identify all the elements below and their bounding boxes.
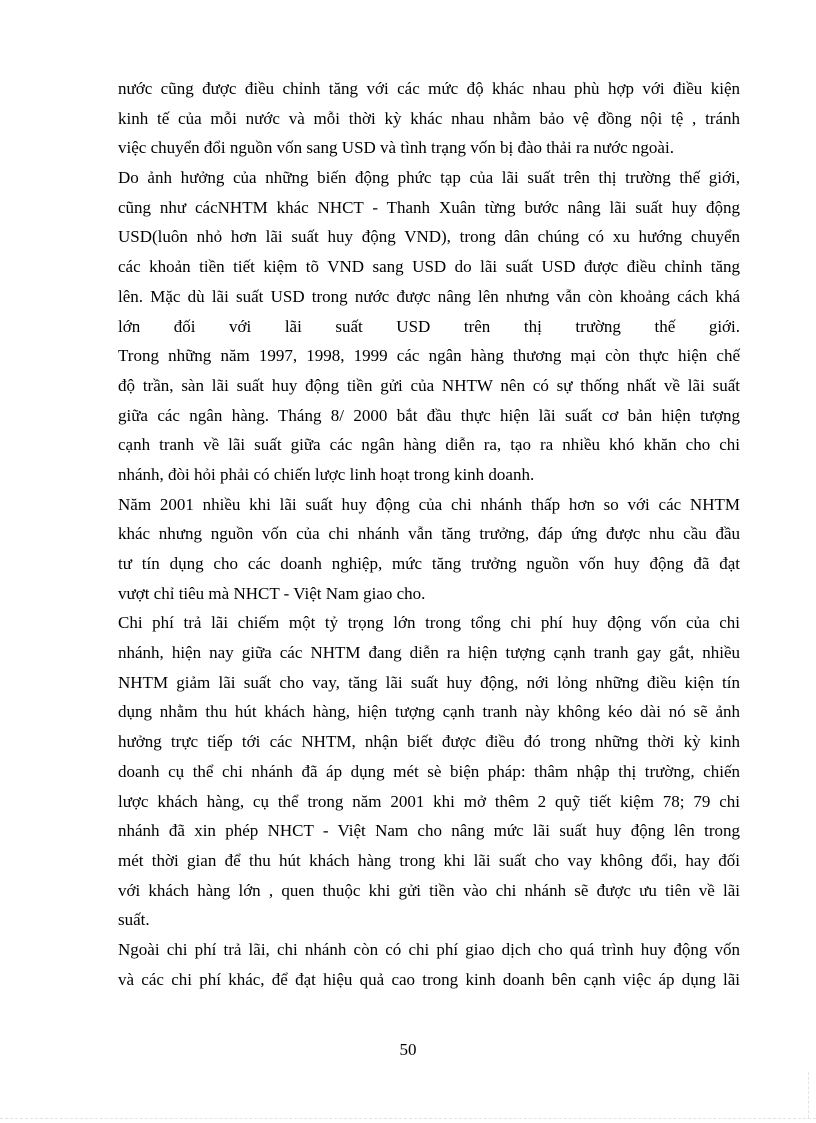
- text-line: USD(luôn nhỏ hơn lãi suất huy động VND), trong dân chúng có xu hướng chuyển: [118, 227, 740, 247]
- page-number: 50: [399, 1040, 417, 1059]
- text-line: với khách hàng lớn , quen thuộc khi gửi tiền vào chi nhánh sẽ được ưu tiên về lãi: [118, 880, 740, 900]
- text-line: độ trần, sàn lãi suất huy động tiền gửi của NHTW nên có sự thống nhất về lãi suất: [118, 375, 740, 395]
- text-line: nhánh, hiện nay giữa các NHTM đang diễn ra hiện tượng cạnh tranh gay gắt, nhiều: [118, 643, 740, 663]
- text-line: Chi phí trả lãi chiếm một tỷ trọng lớn trong tổng chi phí huy động vốn của chi: [118, 613, 740, 633]
- text-line: nhánh, đòi hỏi phải có chiến lược linh hoạt trong kinh doanh.: [118, 464, 535, 484]
- text-line: nhánh đã xin phép NHCT - Việt Nam cho nâng mức lãi suất huy động lên trong: [118, 821, 740, 841]
- text-line: nước cũng được điều chỉnh tăng với các mức độ khác nhau phù hợp với điều kiện: [118, 79, 740, 98]
- text-line: mét thời gian để thu hút khách hàng trong khi lãi suất cho vay không đổi, hay đối: [118, 850, 740, 870]
- text-line: Trong những năm 1997, 1998, 1999 các ngân hàng thương mại còn thực hiện chế: [118, 346, 740, 366]
- text-line: vượt chỉ tiêu mà NHCT - Việt Nam giao cho.: [118, 583, 426, 603]
- text-line: NHTM giảm lãi suất cho vay, tăng lãi suất huy động, nới lỏng những điều kiện tín: [118, 672, 740, 692]
- body-text: [118, 74, 740, 994]
- text-line: Do ảnh hưởng của những biến động phức tạp của lãi suất trên thị trường thế giới,: [118, 168, 740, 188]
- text-line: kinh tế của mỗi nước và mỗi thời kỳ khác nhau nhằm bảo vệ đồng nội tệ , tránh: [118, 108, 740, 128]
- text-line: lên. Mặc dù lãi suất USD trong nước được nâng lên nhưng vẫn còn khoảng cách khá: [118, 286, 740, 306]
- text-line: và các chi phí khác, để đạt hiệu quả cao trong kinh doanh bên cạnh việc áp dụng lãi: [118, 969, 740, 989]
- text-line: dụng nhằm thu hút khách hàng, hiện tượng cạnh tranh này không kéo dài nó sẽ ảnh: [118, 702, 740, 722]
- text-line: cạnh tranh về lãi suất giữa các ngân hàng diễn ra, tạo ra nhiều khó khăn cho chi: [118, 435, 740, 455]
- text-line: các khoản tiền tiết kiệm tõ VND sang USD do lãi suất USD được điều chỉnh tăng: [118, 257, 740, 277]
- text-line: lược khách hàng, cụ thể trong năm 2001 khi mở thêm 2 quỹ tiết kiệm 78; 79 chi: [118, 791, 740, 811]
- page-right-border: [808, 1072, 809, 1118]
- text-line: Ngoài chi phí trả lãi, chi nhánh còn có chi phí giao dịch cho quá trình huy động vốn: [118, 939, 740, 959]
- text-line: suất.: [118, 910, 150, 930]
- text-line: cũng như cácNHTM khác NHCT - Thanh Xuân từng bước nâng lãi suất huy động: [118, 197, 740, 217]
- text-line: doanh cụ thể chi nhánh đã áp dụng mét sè biện pháp: thâm nhập thị trường, chiến: [118, 761, 740, 781]
- text-line: lớn đối với lãi suất USD trên thị trường thế giới.: [118, 316, 740, 336]
- text-line: khác nhưng nguồn vốn của chi nhánh vẫn tăng trưởng, đáp ứng được nhu cầu đầu: [118, 524, 740, 544]
- text-line: hưởng trực tiếp tới các NHTM, nhận biết được điều đó trong những thời kỳ kinh: [118, 732, 740, 752]
- text-line: tư tín dụng cho các doanh nghiệp, mức tăng trưởng nguồn vốn huy động đã đạt: [118, 554, 740, 573]
- text-line: giữa các ngân hàng. Tháng 8/ 2000 bắt đầu thực hiện lãi suất cơ bản hiện tượng: [118, 405, 740, 425]
- page-bottom-border: [0, 1118, 816, 1119]
- text-line: Năm 2001 nhiều khi lãi suất huy động của chi nhánh thấp hơn so với các NHTM: [118, 494, 740, 514]
- text-line: việc chuyển đổi nguồn vốn sang USD và tình trạng vốn bị đào thải ra nước ngoài.: [118, 138, 674, 158]
